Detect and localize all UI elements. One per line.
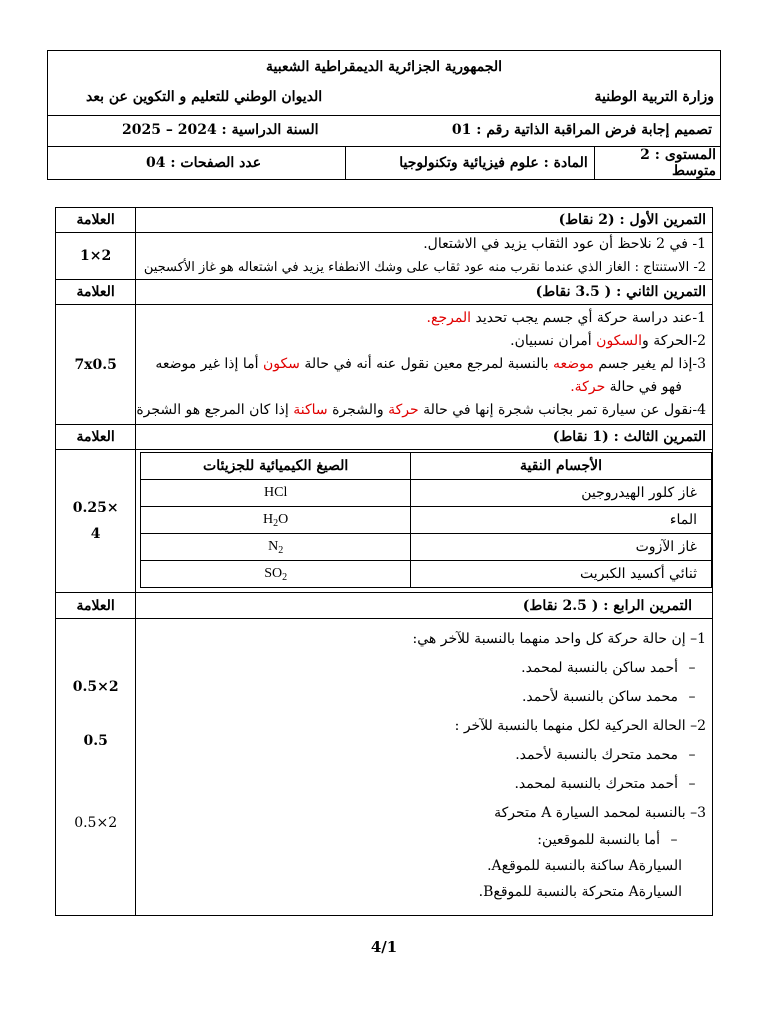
ex3-mark-header: العلامة	[56, 425, 136, 450]
school-year: السنة الدراسية : 2024 – 2025	[122, 122, 319, 138]
ex4-line-5: –محمد متحرك بالنسبة لأحمد.	[515, 747, 696, 763]
table-row: غاز كلور الهيدروجين HCl	[141, 480, 712, 507]
ex4-line-1: 1– إن حالة حركة كل واحد منهما بالنسبة للآخر هي:	[412, 631, 706, 647]
header-exam-cell	[48, 116, 721, 147]
ex4-line-2: –أحمد ساكن بالنسبة لمحمد.	[521, 660, 696, 676]
pure-bodies-table	[140, 452, 712, 588]
ex4-mark: 2×0.5 0.5 2×0.5	[56, 619, 136, 916]
highlight-motion: حركة.	[570, 379, 606, 395]
ex1-line-2: 2- الاستنتاج : الغاز الذي عندما نقرب منه عود ثقاب على وشك الانطفاء يزيد في اشتعاله هو غاز الأكسجين	[143, 260, 706, 275]
page-number: 4/1	[370, 938, 398, 956]
ex2-title: التمرين الثاني : ( 3.5 نقاط)	[136, 280, 713, 305]
ex2-mark: 7x0.5	[56, 305, 136, 425]
ex3-mark: ×0.25 4	[56, 450, 136, 593]
ex4-line-8: –أما بالنسبة للموقعين:	[537, 832, 678, 848]
exam-title: تصميم إجابة فرض المراقبة الذاتية رقم : 01	[451, 122, 712, 138]
col-pure-bodies: الأجسام النقية	[411, 453, 712, 480]
ex4-line-4: 2– الحالة الحركية لكل منهما بالنسبة للآخر :	[454, 718, 706, 734]
answer-table	[55, 207, 713, 916]
ex4-line-7: 3– بالنسبة لمحمد السيارة A متحركة	[494, 805, 706, 821]
ex2-line-4: فهو في حالة حركة.	[570, 379, 682, 395]
ex3-body	[136, 450, 713, 593]
pages-count: عدد الصفحات : 04	[48, 147, 346, 180]
office-name: الديوان الوطني للتعليم و التكوين عن بعد	[86, 89, 323, 105]
ex2-line-5: 4-نقول عن سيارة تمر بجانب شجرة إنها في حالة حركة والشجرة ساكنة إذا كان المرجع هو الشجرة	[136, 402, 706, 418]
ex4-line-3: –محمد ساكن بالنسبة لأحمد.	[521, 689, 696, 705]
ex4-title: التمرين الرابع : ( 2.5 نقاط)	[136, 593, 713, 619]
ex4-line-9: السيارةA ساكنة بالنسبة للموقعA.	[487, 858, 682, 874]
level: المستوى : 2 متوسط	[594, 147, 720, 180]
highlight-motion-2: حركة	[388, 402, 419, 418]
ministry-name: وزارة التربية الوطنية	[594, 89, 714, 105]
ex2-line-2: 2-الحركة والسكون أمران نسبيان.	[510, 333, 706, 349]
highlight-still: ساكنة	[293, 402, 328, 418]
table-row: الماء $H_2O$	[141, 507, 712, 534]
ex3-title: التمرين الثالث : (1 نقاط)	[136, 425, 713, 450]
table-row: غاز الآزوت $N_2$	[141, 534, 712, 561]
ex2-line-1: 1-عند دراسة حركة أي جسم يجب تحديد المرجع.	[426, 310, 706, 326]
ex2-mark-header: العلامة	[56, 280, 136, 305]
highlight-rest: السكون	[596, 333, 643, 349]
table-row: ثنائي أكسيد الكبريت $SO_2$	[141, 561, 712, 588]
ex1-mark: 2×1	[56, 233, 136, 280]
header-top-cell	[48, 51, 721, 116]
header-table	[47, 50, 721, 180]
highlight-rest-2: سكون	[262, 356, 300, 372]
ex1-title: التمرين الأول : (2 نقاط)	[136, 208, 713, 233]
ex4-line-10: السيارةA متحركة بالنسبة للموقعB.	[478, 884, 682, 900]
subject: المادة : علوم فيزيائية وتكنولوجيا	[345, 147, 594, 180]
ex4-mark-header: العلامة	[56, 593, 136, 619]
republic-name: الجمهورية الجزائرية الديمقراطية الشعبية	[265, 59, 502, 75]
ex1-body	[136, 233, 713, 280]
ex4-line-6: –أحمد متحرك بالنسبة لمحمد.	[514, 776, 696, 792]
col-formulas: الصيغ الكيميائية للجزيئات	[141, 453, 411, 480]
ex1-line-1: 1- في 2 نلاحظ أن عود الثقاب يزيد في الاشتعال.	[423, 236, 706, 252]
highlight-position: موضعه	[552, 356, 594, 372]
ex1-mark-header: العلامة	[56, 208, 136, 233]
highlight-reference: المرجع.	[426, 310, 472, 326]
ex2-line-3: 3-إذا لم يغير جسم موضعه بالنسبة لمرجع معين نقول عنه أنه في حالة سكون أما إذا غير موضعه	[155, 356, 706, 372]
ex4-body	[136, 619, 713, 916]
ex2-body	[136, 305, 713, 425]
